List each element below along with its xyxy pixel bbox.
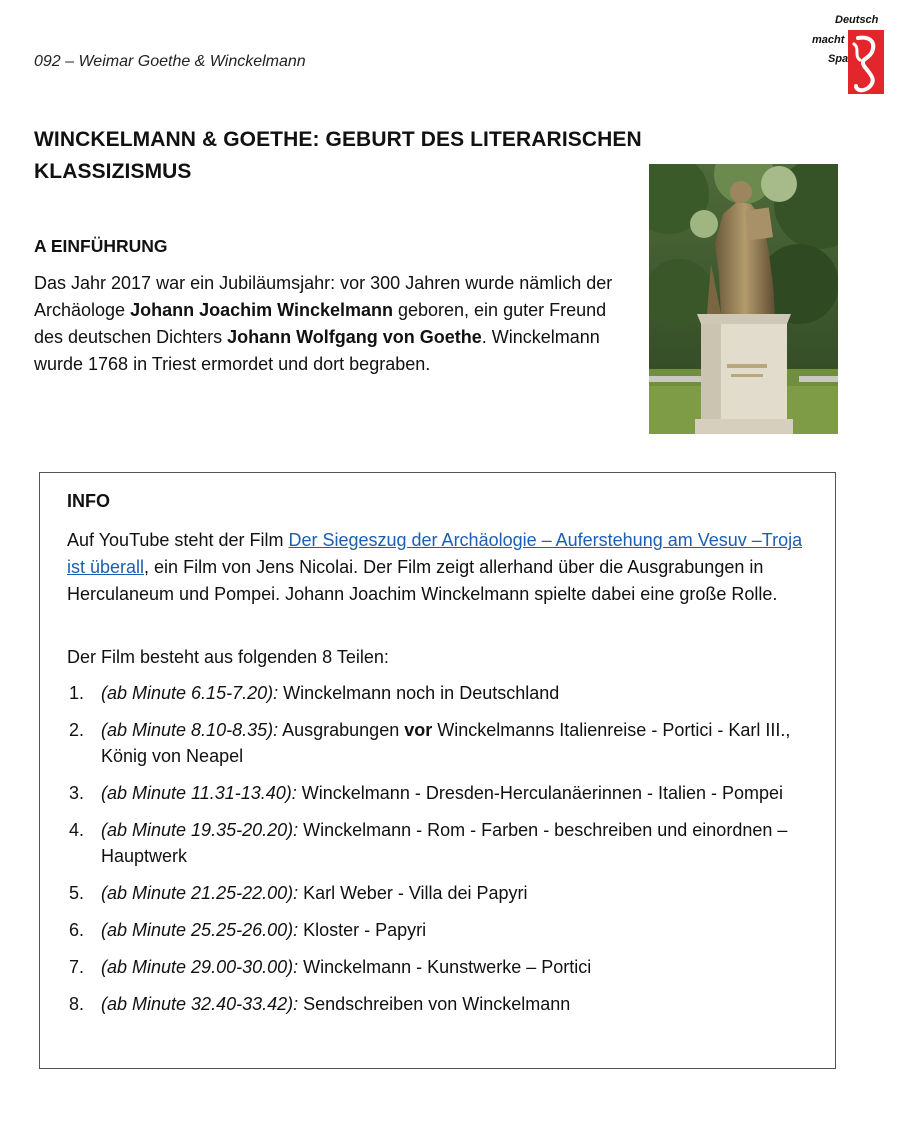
list-item-number: 7. [69,957,85,977]
list-item-time: (ab Minute 21.25-22.00): [101,883,299,903]
page-title: WINCKELMANN & GOETHE: GEBURT DES LITERARISCHEN KLASSIZISMUS [34,128,642,183]
list-item-time: (ab Minute 19.35-20.20): [101,820,299,840]
list-item-number: 6. [69,920,85,940]
list-item-text: Karl Weber - Villa dei Papyri [298,883,528,903]
list-item-number: 3. [69,783,85,803]
list-item-text: Winckelmann - Rom - Farben - beschreiben und einordnen – Hauptwerk [101,820,788,866]
film-link[interactable]: Der Siegeszug der Archäologie – Auferstehung am Vesuv –Troja ist überall [67,530,803,577]
intro-name-goethe: Johann Wolfgang von Goethe [227,327,482,347]
list-item-number: 5. [69,883,85,903]
list-item-time: (ab Minute 25.25-26.00): [101,920,299,940]
list-item [67,680,822,706]
film-parts-intro: Der Film besteht aus folgenden 8 Teilen: [67,647,389,667]
logo-word-3: Spa [828,53,849,65]
list-item-text: Sendschreiben von Winckelmann [298,994,571,1014]
list-item [67,917,822,943]
list-item [67,817,822,869]
film-parts-list [67,680,822,1028]
list-item [67,780,822,806]
info-text-1: Auf YouTube steht der Film [67,530,289,550]
info-paragraph [67,527,812,608]
list-item-text: Winckelmann - Kunstwerke – Portici [298,957,592,977]
publisher-logo [800,12,886,96]
info-text-2: , ein Film von Jens Nicolai. Der Film zeigt allerhand über die Ausgrabungen in Herculaneum und Pompei. Johann Joachim Winckelmann spielte dabei eine große Rolle. [67,557,778,604]
document-reference: 092 – Weimar Goethe & Winckelmann [34,53,306,70]
list-item-number: 8. [69,994,85,1014]
logo-word-2: macht [812,34,845,46]
list-item-text: Winckelmann noch in Deutschland [278,683,560,703]
intro-text-1: Das Jahr 2017 war ein Jubiläumsjahr: vor 300 Jahren wurde nämlich der Archäologe [34,273,613,320]
section-heading-introduction: A EINFÜHRUNG [34,236,168,256]
info-heading: INFO [67,491,110,511]
list-item-time: (ab Minute 6.15-7.20): [101,683,279,703]
intro-text-2: geboren, ein guter Freund des deutschen Dichters [34,300,607,347]
logo-mark-icon [848,30,884,94]
intro-text-3: . Winckelmann wurde 1768 in Triest ermordet und dort begraben. [34,327,600,374]
list-item-time: (ab Minute 8.10-8.35): [101,720,279,740]
introduction-paragraph [34,270,614,378]
list-item [67,717,822,769]
list-item [67,954,822,980]
info-box [39,472,836,1069]
list-item-text: Winckelmann - Dresden-Herculanäerinnen - Italien - Pompei [296,783,784,803]
statue-photo [649,164,838,434]
list-item-time: (ab Minute 29.00-30.00): [101,957,299,977]
list-item-text-2: Winckelmanns Italienreise - Portici - Karl III., König von Neapel [101,720,791,766]
list-item-time: (ab Minute 11.31-13.40): [101,783,297,803]
list-item-number: 1. [69,683,85,703]
logo-word-1: Deutsch [835,14,879,26]
list-item-text: Ausgrabungen [278,720,405,740]
list-item-time: (ab Minute 32.40-33.42): [101,994,299,1014]
list-item [67,880,822,906]
list-item [67,991,822,1017]
intro-name-winckelmann: Johann Joachim Winckelmann [130,300,393,320]
list-item-number: 4. [69,820,85,840]
list-item-text: Kloster - Papyri [298,920,427,940]
list-item-number: 2. [69,720,85,740]
list-item-emphasis: vor [404,720,433,740]
